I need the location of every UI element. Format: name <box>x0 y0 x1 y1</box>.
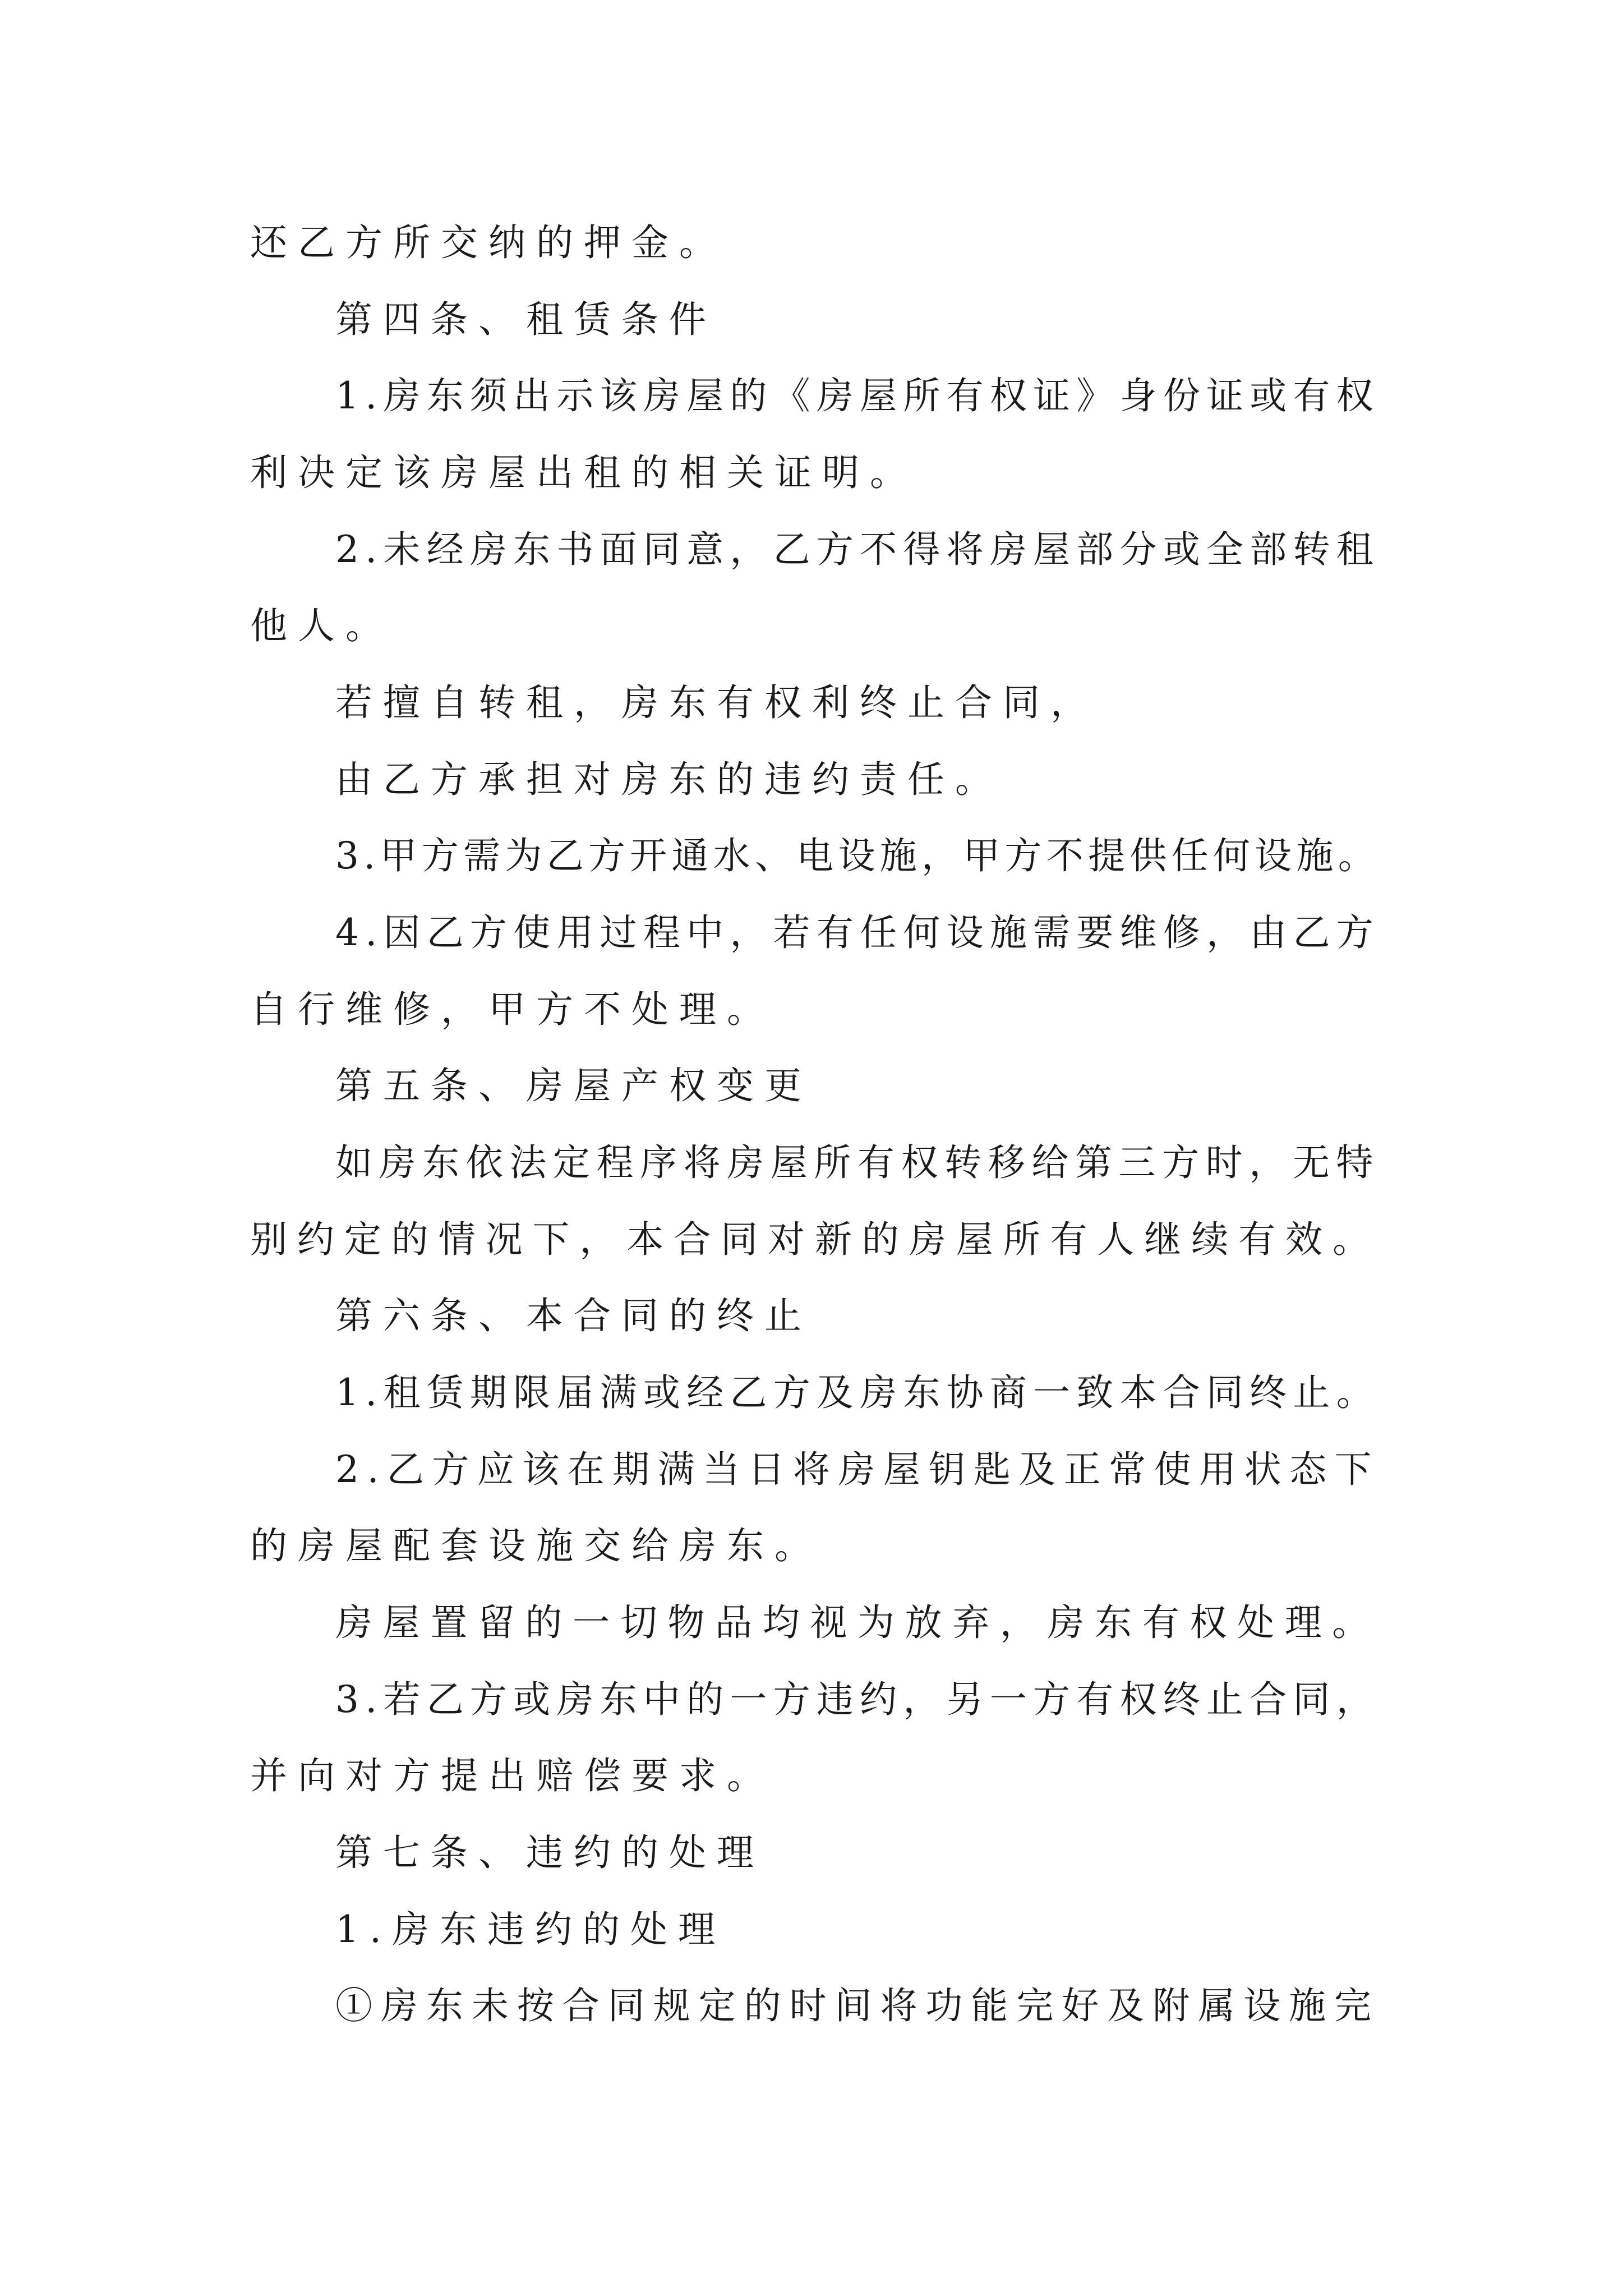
paragraph-line: 若擅自转租，房东有权利终止合同， <box>335 681 1098 724</box>
paragraph-line: 3.甲方需为乙方开通水、电设施，甲方不提供任何设施。 <box>335 834 1380 877</box>
section-heading-article-5: 第五条、房屋产权变更 <box>335 1064 812 1107</box>
paragraph-line: 他人。 <box>250 604 393 647</box>
paragraph-line: 1.租赁期限届满或经乙方及房东协商一致本合同终止。 <box>335 1371 1380 1414</box>
section-heading-article-7: 第七条、违约的处理 <box>335 1831 764 1874</box>
paragraph-line: 如房东依法定程序将房屋所有权转移给第三方时，无特 <box>335 1141 1380 1184</box>
paragraph-line: 自行维修，甲方不处理。 <box>250 988 774 1031</box>
paragraph-line: 2.未经房东书面同意，乙方不得将房屋部分或全部转租 <box>335 528 1380 571</box>
paragraph-line: 的房屋配套设施交给房东。 <box>250 1524 822 1567</box>
paragraph-line: 还乙方所交纳的押金。 <box>250 221 727 264</box>
paragraph-line: 利决定该房屋出租的相关证明。 <box>250 451 917 494</box>
paragraph-line: 由乙方承担对房东的违约责任。 <box>335 758 1003 801</box>
paragraph-line: 2.乙方应该在期满当日将房屋钥匙及正常使用状态下 <box>335 1448 1380 1491</box>
paragraph-line: 房屋置留的一切物品均视为放弃，房东有权处理。 <box>335 1601 1380 1644</box>
paragraph-line: 3.若乙方或房东中的一方违约，另一方有权终止合同， <box>335 1678 1380 1721</box>
section-heading-article-4: 第四条、租赁条件 <box>335 298 717 341</box>
paragraph-line: ①房东未按合同规定的时间将功能完好及附属设施完 <box>335 1984 1380 2027</box>
paragraph-line: 1.房东须出示该房屋的《房屋所有权证》身份证或有权 <box>335 374 1380 417</box>
paragraph-line: 1.房东违约的处理 <box>335 1908 726 1951</box>
paragraph-line: 4.因乙方使用过程中，若有任何设施需要维修，由乙方 <box>335 911 1380 954</box>
section-heading-article-6: 第六条、本合同的终止 <box>335 1294 812 1337</box>
paragraph-line: 别约定的情况下，本合同对新的房屋所有人继续有效。 <box>250 1218 1380 1261</box>
paragraph-line: 并向对方提出赔偿要求。 <box>250 1754 774 1797</box>
